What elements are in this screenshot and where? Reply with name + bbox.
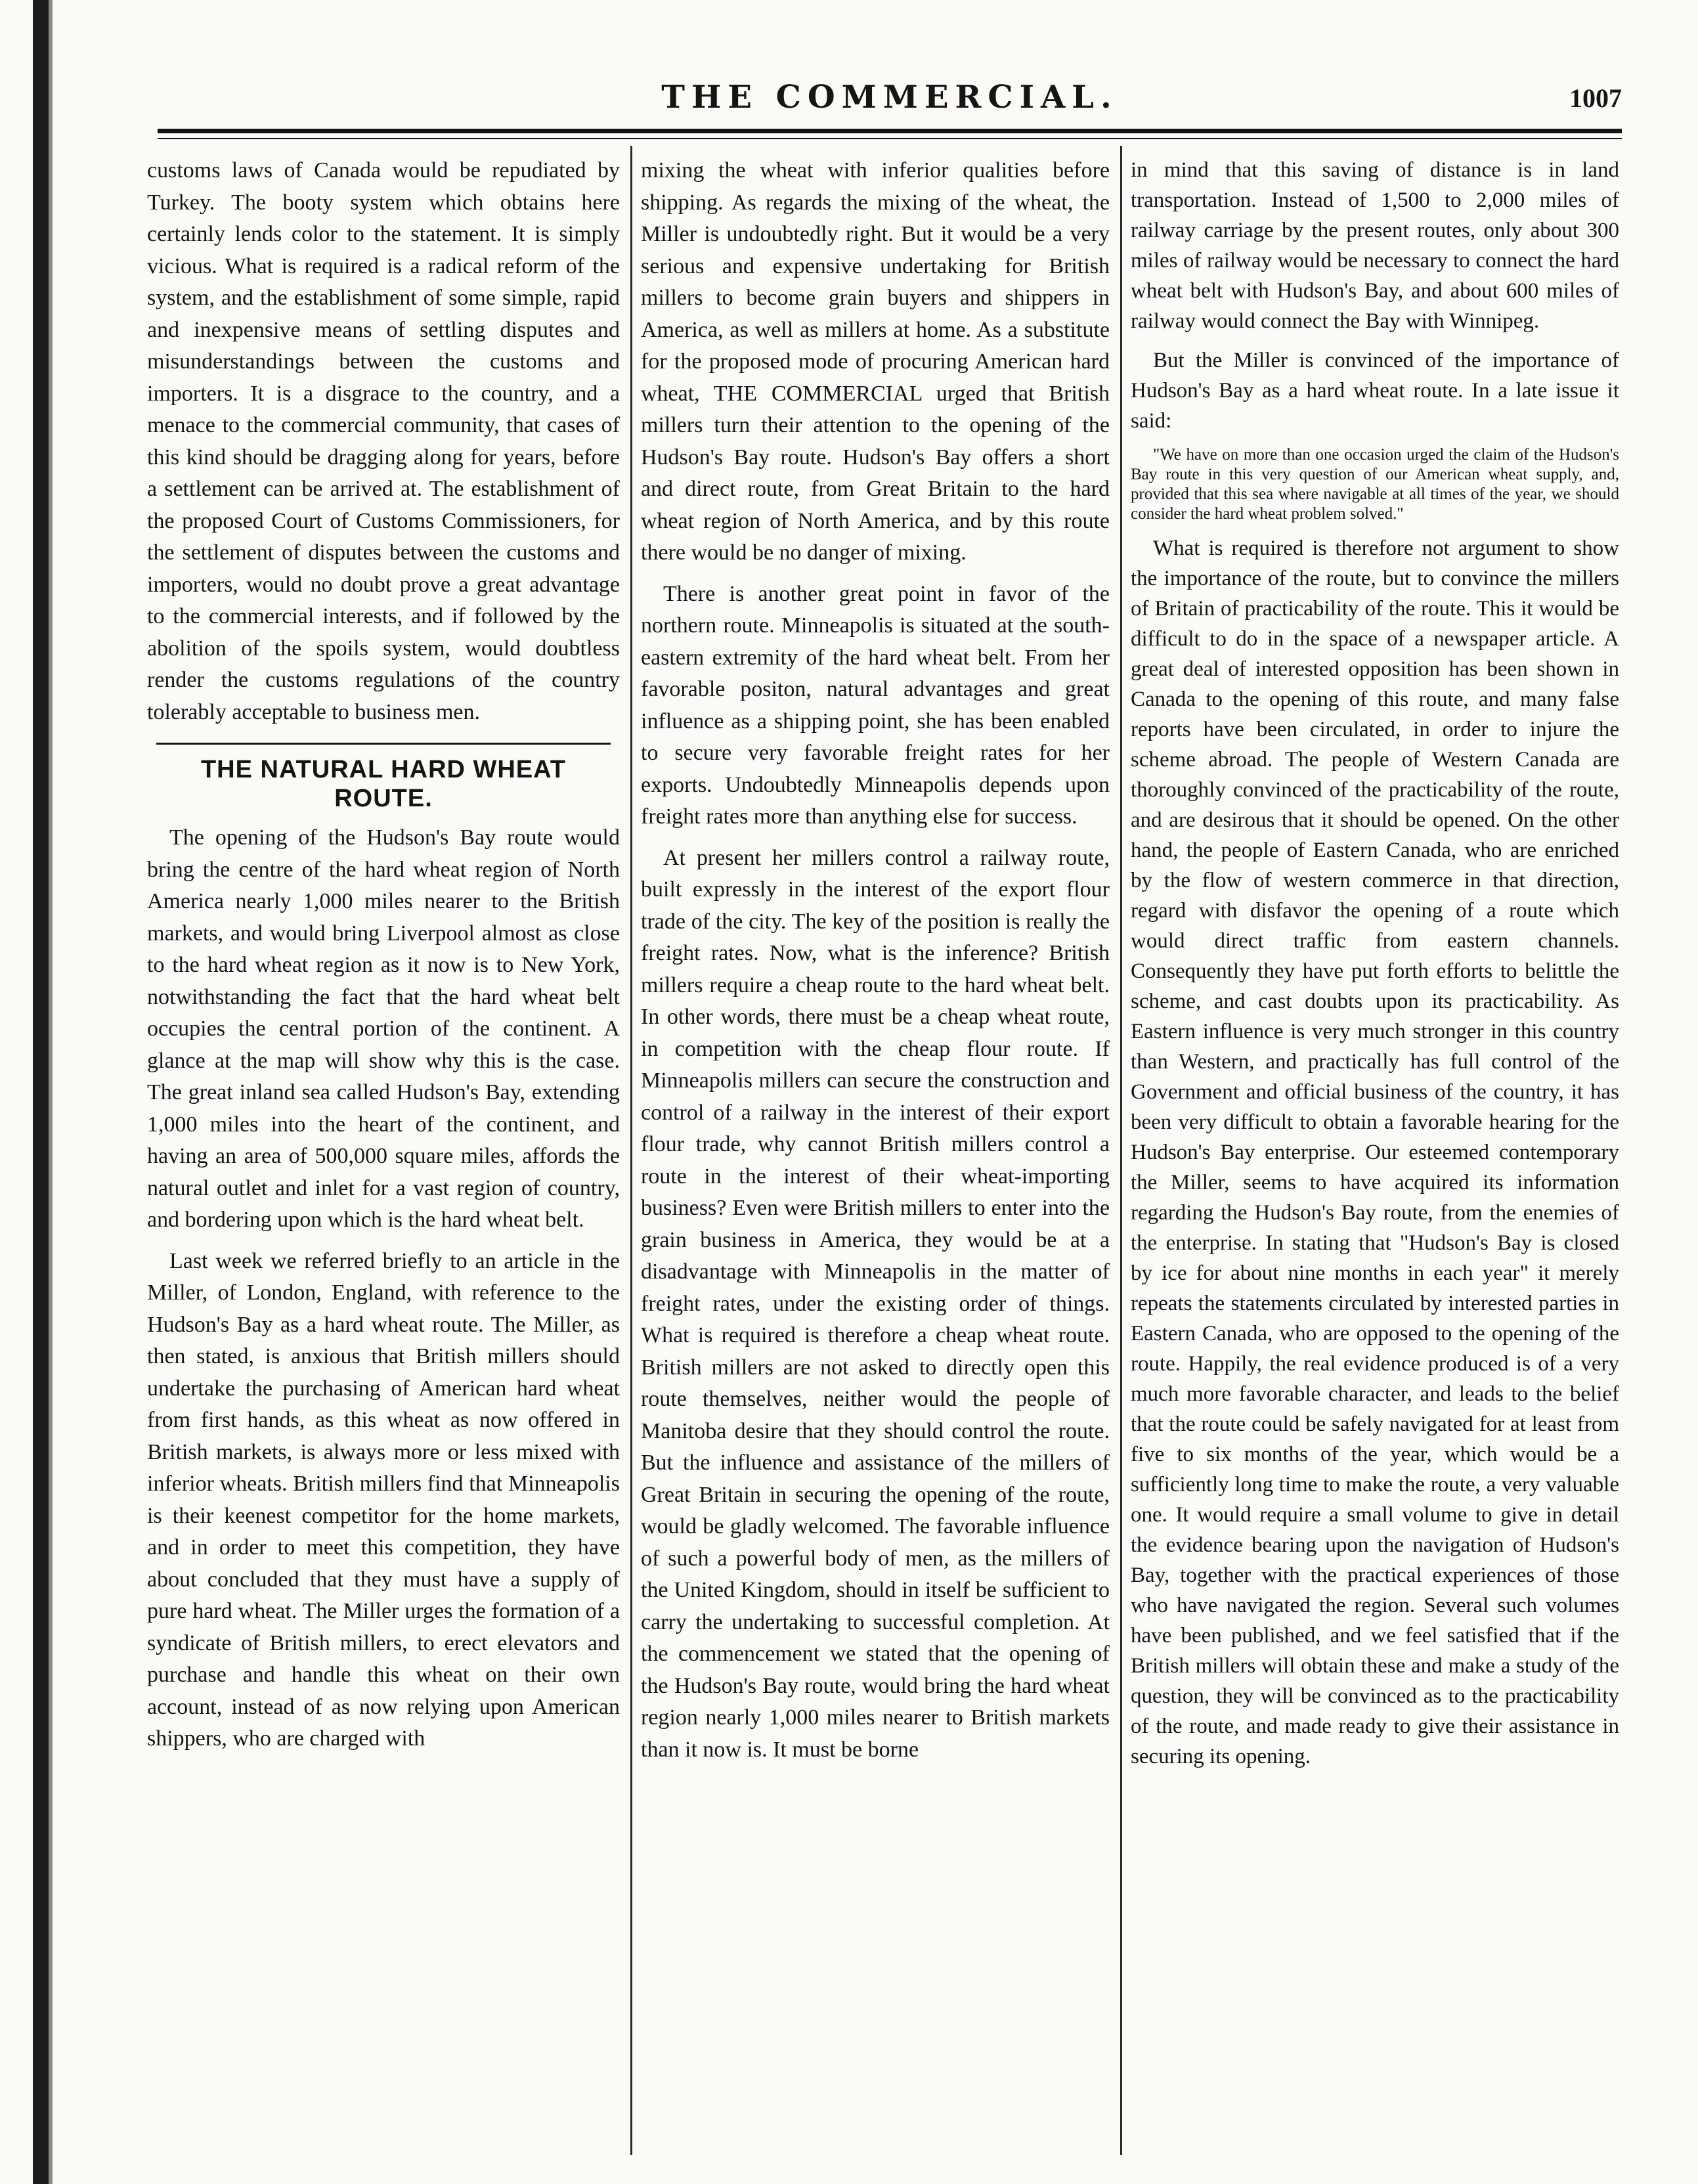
- block-quote: "We have on more than one occasion urged the claim of the Hudson's Bay route in this very question of our American wheat supply, and, provided that this sea where navigable at all times of the year, we should consider the hard wheat problem solved.": [1131, 446, 1619, 523]
- column-3: [1131, 155, 1619, 2158]
- binding-spine: [33, 0, 49, 2184]
- article-paragraph: There is another great point in favor of the northern route. Minneapolis is situated at the south-eastern extremity of the hard wheat belt. From her favorable positon, natural advantages and great influence as a shipping point, she has been enabled to secure very favorable freight rates for her exports. Undoubtedly Minneapolis depends upon freight rates more than anything else for success.: [641, 581, 1110, 829]
- column-divider: [1120, 146, 1122, 2155]
- article-paragraph: mixing the wheat with inferior qualities before shipping. As regards the mixing of the wheat, the Miller is undoubtedly right. But it would be a very serious and expensive undertaking for British millers to become grain buyers and shippers in America, as well as millers at home. As a substitute for the proposed mode of procuring American hard wheat, THE COMMERCIAL urged that British millers turn their attention to the opening of the Hudson's Bay route. Hudson's Bay offers a short and direct route, from Great Britain to the hard wheat region of North America, and by this route there would be no danger of mixing.: [641, 158, 1110, 565]
- article-paragraph: customs laws of Canada would be repudiated by Turkey. The booty system which obtains here certainly lends color to the statement. It is simply vicious. What is required is a radical reform of the system, and the establishment of some simple, rapid and inexpensive means of settling disputes and misunderstandings between the customs and importers. It is a disgrace to the country, and a menace to the commercial community, that cases of this kind should be dragging along for years, before a settlement can be arrived at. The establishment of the proposed Court of Customs Commissioners, for the settlement of disputes between the customs and importers, would no doubt prove a great advantage to the commercial interests, and if followed by the abolition of the spoils system, would doubtless render the customs regulations of the country tolerably acceptable to business men.: [147, 158, 620, 724]
- masthead: [158, 79, 1622, 125]
- article-paragraph: At present her millers control a railway route, built expressly in the interest of the export flour trade of the city. The key of the position is really the freight rates. Now, what is the inference? British millers require a cheap route to the hard wheat belt. In other words, there must be a cheap wheat route, in competition with the cheap flour route. If Minneapolis millers can secure the construction and control of a railway in the interest of their export flour trade, why cannot British millers control a route in the interest of their wheat-importing business? Even were British millers to enter into the grain business in America, they would be at a disadvantage with Minneapolis in the matter of freight rates, under the existing order of things. What is required is therefore a cheap wheat route. British millers are not asked to directly open this route themselves, neither would the people of Manitoba desire that they should control the route. But the influence and assistance of the millers of Great Britain in securing the opening of the route, would be gladly welcomed. The favorable influence of such a powerful body of men, as the millers of the United Kingdom, should in itself be sufficient to carry the undertaking to successful completion. At the commencement we stated that the opening of the Hudson's Bay route, would bring the hard wheat region nearly 1,000 miles nearer to British markets than it now is. It must be borne: [641, 845, 1110, 1762]
- column-2: [641, 155, 1110, 2158]
- binding-shadow: [49, 0, 53, 2184]
- header-rule: [158, 129, 1622, 133]
- article-paragraph: But the Miller is convinced of the importance of Hudson's Bay as a hard wheat route. In a late issue it said:: [1131, 349, 1619, 433]
- page-number: 1007: [1569, 83, 1622, 113]
- article-paragraph: in mind that this saving of distance is in land transportation. Instead of 1,500 to 2,000 miles of railway carriage by the present routes, only about 300 miles of railway would be necessary to connect the hard wheat belt with Hudson's Bay, and about 600 miles of railway would connect the Bay with Winnipeg.: [1131, 158, 1619, 333]
- column-divider: [630, 146, 632, 2155]
- article-paragraph: The opening of the Hudson's Bay route would bring the centre of the hard wheat region of North America nearly 1,000 miles nearer to the British markets, and would bring Liverpool almost as close to the hard wheat region as it now is to New York, notwithstanding the fact that the hard wheat belt occupies the central portion of the continent. A glance at the map will show why this is the case. The great inland sea called Hudson's Bay, extending 1,000 miles into the heart of the continent, and having an area of 500,000 square miles, affords the natural outlet and inlet for a vast region of country, and bordering upon which is the hard wheat belt.: [147, 825, 620, 1232]
- publication-title: THE COMMERCIAL.: [661, 79, 1118, 116]
- article-paragraph: What is required is therefore not argument to show the importance of the route, but to convince the millers of Britain of practicability of the route. This it would be difficult to do in the space of a newspaper article. A great deal of interested opposition has been shown in Canada to the opening of this route, and many false reports have been circulated, in order to injure the scheme abroad. The people of Western Canada are thoroughly convinced of the practicability of the route, and are desirous that it should be opened. On the other hand, the people of Eastern Canada, who are enriched by the flow of western commerce in that direction, regard with disfavor the opening of a route which would direct traffic from eastern channels. Consequently they have put forth efforts to belittle the scheme, and cast doubts upon its practicability. As Eastern influence is very much stronger in this country than Western, and practically has full control of the Government and official business of the country, it has been very difficult to obtain a favorable hearing for the Hudson's Bay enterprise. Our esteemed contemporary the Miller, seems to have acquired its information regarding the Hudson's Bay route, from the enemies of the enterprise. In stating that "Hudson's Bay is closed by ice for about nine months in each year" it merely repeats the statements circulated by interested parties in Eastern Canada, who are opposed to the opening of the route. Happily, the real evidence produced is of a very much more favorable character, and leads to the belief that the route could be safely navigated for at least from five to six months of the year, which would be a sufficiently long time to make the route, a very valuable one. It would require a small volume to give in detail the evidence bearing upon the navigation of Hudson's Bay, together with the practical experiences of those who have navigated the region. Several such volumes have been published, and we feel satisfied that if the British millers will obtain these and make a study of the question, they will be convinced as to the practicability of the route, and made ready to give their assistance in securing its opening.: [1131, 536, 1619, 1768]
- header-rule-thin: [158, 138, 1622, 139]
- article-headline: THE NATURAL HARD WHEAT ROUTE.: [156, 743, 610, 813]
- article-paragraph: Last week we referred briefly to an article in the Miller, of London, England, with reference to the Hudson's Bay as a hard wheat route. The Miller, as then stated, is anxious that British millers should undertake the purchasing of American hard wheat from first hands, as this wheat as now offered in British markets, is always more or less mixed with inferior wheats. British millers find that Minneapolis is their keenest competitor for the home markets, and in order to meet this competition, they have about concluded that they must have a supply of pure hard wheat. The Miller urges the formation of a syndicate of British millers, to erect elevators and purchase and handle this wheat on their own account, instead of as now relying upon American shippers, who are charged with: [147, 1248, 620, 1751]
- column-1: [147, 155, 620, 2158]
